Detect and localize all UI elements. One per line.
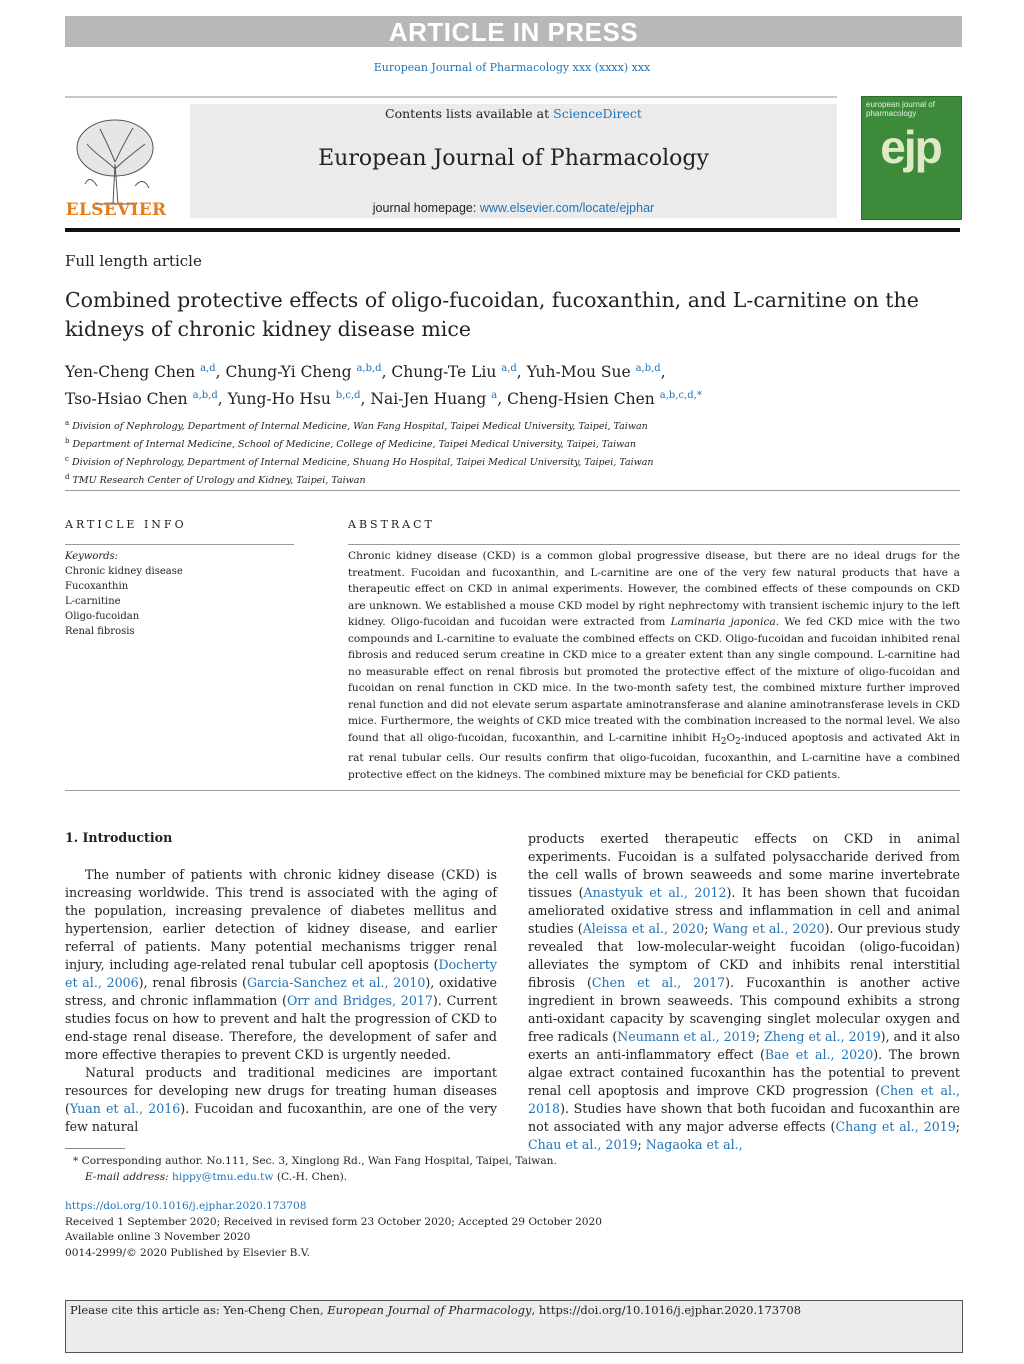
email-label: E-mail address: <box>85 1171 169 1183</box>
author-line-2: Tso-Hsiao Chen $^{a,b,d}$, Yung-Ho Hsu $^{b,c,d}$, Nai-Jen Huang $^a$, Cheng-Hsien Chen $^{a,b,c,d,*}$ <box>65 390 702 409</box>
citation-text <box>70 1303 950 1317</box>
text-run: ; <box>637 1137 646 1152</box>
author-sup[interactable]: a,b,d <box>356 363 382 374</box>
abstract-part: -induced apoptosis and activated Akt in rat renal tubular cells. Our results confirm that oligo-fucoidan, fucoxanthin, and L-carnitine have a combined protective effect on the kidneys. The combined mixture may be beneficial for CKD patients. <box>348 731 960 781</box>
text-run: ), oxidative stress, and chronic inflammation ( <box>65 975 497 1008</box>
keyword: L-carnitine <box>65 596 121 607</box>
citation-link[interactable]: Chang et al., 2019 <box>835 1119 956 1134</box>
abstract-part: O <box>726 731 736 744</box>
header-rule <box>65 96 837 98</box>
corresponding-author: * Corresponding author. No.111, Sec. 3, Xinglong Rd., Wan Fang Hospital, Taipei, Taiwan. <box>73 1155 557 1167</box>
cover-small-text: european journal of pharmacology <box>866 100 935 118</box>
doi-link[interactable]: https://doi.org/10.1016/j.ejphar.2020.173708 <box>65 1200 307 1212</box>
keywords-list <box>65 564 183 639</box>
abstract-text <box>348 548 960 783</box>
received-dates: Received 1 September 2020; Received in revised form 23 October 2020; Accepted 29 October 2020 <box>65 1215 603 1228</box>
abstract-rule <box>348 544 960 545</box>
citation-link[interactable]: Chau et al., 2019 <box>528 1137 638 1152</box>
abstract-part: . We fed CKD mice with the two compounds and L-carnitine to evaluate the combined effects on CKD. Oligo-fucoidan and fucoidan inhibited renal fibrosis and reduced serum creatine in CKD mice to a greater extent than any single compound. L-carnitine had no measurable effect on renal fibrosis but promoted the protective effect of the mixture of oligo-fucoidan and fucoidan on renal function in CKD mice. In the two-month safety test, the combined mixture further improved renal function and did not elevate serum aspartate aminotransferase and alanine aminotransferase levels in CKD mice. Furthermore, the weights of CKD mice treated with the combination increased to the normal level. We also found that all oligo-fucoidan, fucoxanthin, and L-carnitine inhibit H <box>348 616 961 744</box>
author[interactable]: Yung-Ho Hsu <box>227 390 331 409</box>
footnote-rule <box>65 1148 125 1149</box>
journal-reference-line[interactable]: European Journal of Pharmacology xxx (xxxx) xxx <box>373 61 651 74</box>
text-run: ). Fucoidan and fucoxanthin, are one of the very few natural <box>65 1101 497 1134</box>
text-run: ). Our previous study revealed that low-molecular-weight fucoidan (oligo-fucoidan) alleviates the symptom of CKD and inhibits renal interstitial fibrosis ( <box>528 921 961 990</box>
text-run: ). Studies have shown that both fucoidan and fucoxanthin are not associated with any major adverse effects ( <box>528 1101 960 1134</box>
citation-journal: European Journal of Pharmacology <box>327 1303 532 1317</box>
text-run: ), and it also exerts an anti-inflammatory effect ( <box>528 1029 961 1062</box>
citation-link[interactable]: Aleissa et al., 2020 <box>582 921 705 936</box>
author[interactable]: Cheng-Hsien Chen <box>507 390 655 409</box>
abstract-part: Chronic kidney disease (CKD) is a common global progressive disease, but there are no ideal drugs for the treatment. Fucoidan and fucoxanthin, and L-carnitine are one of the very few natural products that have a therapeutic effect on CKD in animal experiments. However, the combined effects of these compounds on CKD are unknown. We established a mouse CKD model by right nephrectomy with transient ischemic injury to the left kidney. Oligo-fucoidan and fucoidan were extracted from <box>348 550 960 628</box>
author[interactable]: Nai-Jen Huang <box>370 390 487 409</box>
author-sup[interactable]: a,d <box>200 363 216 374</box>
text-run: ). The brown algae extract contained fucoxanthin has the potential to prevent renal cell apoptosis and improve CKD progression ( <box>528 1047 960 1098</box>
author-sup[interactable]: a,b,c,d,* <box>659 390 702 402</box>
cover-ejp-logo: ejp <box>880 121 941 173</box>
text-run: ). Current studies focus on how to prevent and halt the progression of CKD to end-stage renal disease. Therefore, the development of safer and more effective therapies to prevent CKD is urgently needed. <box>65 993 498 1062</box>
citation-link[interactable]: Bae et al., 2020 <box>764 1047 874 1062</box>
keywords-label: Keywords: <box>65 551 119 562</box>
author-list <box>65 357 945 411</box>
elsevier-wordmark: ELSEVIER <box>65 200 167 220</box>
text-run: ; <box>755 1029 764 1044</box>
text-run: ), renal fibrosis ( <box>138 975 247 990</box>
author-sup[interactable]: a <box>491 390 498 402</box>
author[interactable]: Chung-Yi Cheng <box>225 363 352 382</box>
keyword: Oligo-fucoidan <box>65 611 140 622</box>
text-run: ). Fucoxanthin is another active ingredient in brown seaweeds. This compound exhibits a strong anti-oxidant capacity by scavenging singlet molecular oxygen and free radicals ( <box>528 975 960 1044</box>
affiliation-text: Division of Nephrology, Department of Internal Medicine, Shuang Ho Hospital, Taipei Medical University, Taipei, Taiwan <box>71 457 654 469</box>
introduction-heading: 1. Introduction <box>65 830 173 845</box>
sciencedirect-link[interactable]: ScienceDirect <box>553 106 642 121</box>
citation-prefix: Please cite this article as: Yen-Cheng Chen, <box>70 1303 328 1317</box>
citation-link[interactable]: Anastyuk et al., 2012 <box>583 885 727 900</box>
paragraph <box>65 1064 497 1136</box>
text-run: Natural products and traditional medicines are important resources for developing new drugs for treating human diseases ( <box>65 1065 497 1116</box>
affiliation-sup: c <box>65 455 69 464</box>
citation-link[interactable]: Chen et al., 2018 <box>528 1083 960 1116</box>
citation-link[interactable]: Garcia-Sanchez et al., 2010 <box>246 975 426 990</box>
publication-info <box>65 1199 945 1261</box>
section-divider <box>65 790 960 791</box>
abstract-subscript: 2 <box>720 736 727 747</box>
author[interactable]: Chung-Te Liu <box>391 363 497 382</box>
citation-link[interactable]: Orr and Bridges, 2017 <box>286 993 433 1008</box>
homepage-prefix: journal homepage: <box>372 201 480 215</box>
article-type: Full length article <box>65 252 202 270</box>
email-suffix: (C.-H. Chen). <box>273 1171 348 1183</box>
paragraph <box>528 830 960 1154</box>
keyword: Chronic kidney disease <box>65 566 183 577</box>
keyword: Renal fibrosis <box>65 626 135 637</box>
text-run: ; <box>955 1119 961 1134</box>
header-thick-rule <box>65 228 960 232</box>
text-run: ; <box>704 921 713 936</box>
citation-link[interactable]: Zheng et al., 2019 <box>763 1029 881 1044</box>
footnote <box>65 1153 945 1185</box>
text-run: The number of patients with chronic kidney disease (CKD) is increasing worldwide. This trend is associated with the aging of the population, increasing prevalence of diabetes mellitus and hypertension, earlier detection of kidney disease, and earlier referral of patients. Many potential mechanisms trigger renal injury, including age-related renal tubular cell apoptosis ( <box>65 867 497 972</box>
affiliation-text: TMU Research Center of Urology and Kidney, Taipei, Taiwan <box>72 475 366 487</box>
affiliation <box>65 452 945 470</box>
affiliation-sup: d <box>65 473 70 482</box>
citation-link[interactable]: Docherty et al., 2006 <box>65 957 497 990</box>
affiliation <box>65 434 945 452</box>
affiliation-sup: b <box>65 437 70 446</box>
citation-link[interactable]: Yuan et al., 2016 <box>69 1101 181 1116</box>
citation-suffix[interactable]: , https://doi.org/10.1016/j.ejphar.2020.173708 <box>531 1303 802 1317</box>
author-sup[interactable]: a,b,d <box>192 390 218 402</box>
article-in-press-banner: ARTICLE IN PRESS <box>65 16 962 47</box>
affiliation-text: Division of Nephrology, Department of Internal Medicine, Wan Fang Hospital, Taipei Medical University, Taipei, Taiwan <box>72 421 648 433</box>
body-column-left <box>65 866 497 1136</box>
journal-homepage <box>190 201 837 215</box>
text-run: products exerted therapeutic effects on CKD in animal experiments. Fucoidan is a sulfated polysaccharide derived from the cell walls of brown seaweeds and some marine invertebrate tissues ( <box>528 831 960 900</box>
paragraph <box>65 866 497 1064</box>
affiliation-sup: a <box>65 419 70 427</box>
homepage-link[interactable]: www.elsevier.com/locate/ejphar <box>479 201 655 215</box>
citation-link[interactable]: Wang et al., 2020 <box>712 921 825 936</box>
available-online: Available online 3 November 2020 <box>65 1231 251 1243</box>
citation-link[interactable]: Neumann et al., 2019 <box>617 1029 756 1044</box>
author-sup[interactable]: b,c,d <box>335 390 361 402</box>
affiliation-text: Department of Internal Medicine, School of Medicine, College of Medicine, Taipei Medical University, Taipei, Taiwan <box>72 439 637 451</box>
citation-link[interactable]: Chen et al., 2017 <box>591 975 726 990</box>
author-sup[interactable]: a,d <box>501 363 517 374</box>
section-divider <box>65 490 960 491</box>
affiliation <box>65 470 945 488</box>
article-title: Combined protective effects of oligo-fucoidan, fucoxanthin, and L-carnitine on the kidneys of chronic kidney disease mice <box>65 288 919 341</box>
email-link[interactable]: hippy@tmu.edu.tw <box>172 1171 274 1183</box>
copyright: 0014-2999/© 2020 Published by Elsevier B.V. <box>65 1246 310 1259</box>
author[interactable]: Yuh-Mou Sue <box>526 363 631 382</box>
abstract-species: Laminaria japonica <box>670 616 776 628</box>
contents-prefix: Contents lists available at <box>385 106 554 121</box>
email-line <box>65 1169 945 1185</box>
abstract-heading: ABSTRACT <box>348 518 435 531</box>
author-line-1: Yen-Cheng Chen $^{a,d}$, Chung-Yi Cheng $^{a,b,d}$, Chung-Te Liu $^{a,d}$, Yuh-Mou Sue $^{a,b,d}$, <box>65 363 666 382</box>
article-info-rule <box>65 544 294 545</box>
affiliations <box>65 416 945 489</box>
author-sup[interactable]: a,b,d <box>635 363 661 374</box>
abstract-subscript: 2 <box>735 736 741 747</box>
author[interactable]: Tso-Hsiao Chen <box>65 390 188 409</box>
keyword: Fucoxanthin <box>65 581 129 592</box>
contents-line <box>190 106 837 121</box>
author[interactable]: Yen-Cheng Chen <box>65 363 196 382</box>
affiliation <box>65 416 945 434</box>
body-column-right <box>528 830 960 1154</box>
article-info-heading: ARTICLE INFO <box>65 518 187 531</box>
journal-title: European Journal of Pharmacology <box>318 146 709 171</box>
citation-link[interactable]: Nagaoka et al., <box>645 1137 743 1152</box>
text-run: ). It has been shown that fucoidan ameliorated oxidative stress and inflammation in cell and animal studies ( <box>528 885 960 936</box>
